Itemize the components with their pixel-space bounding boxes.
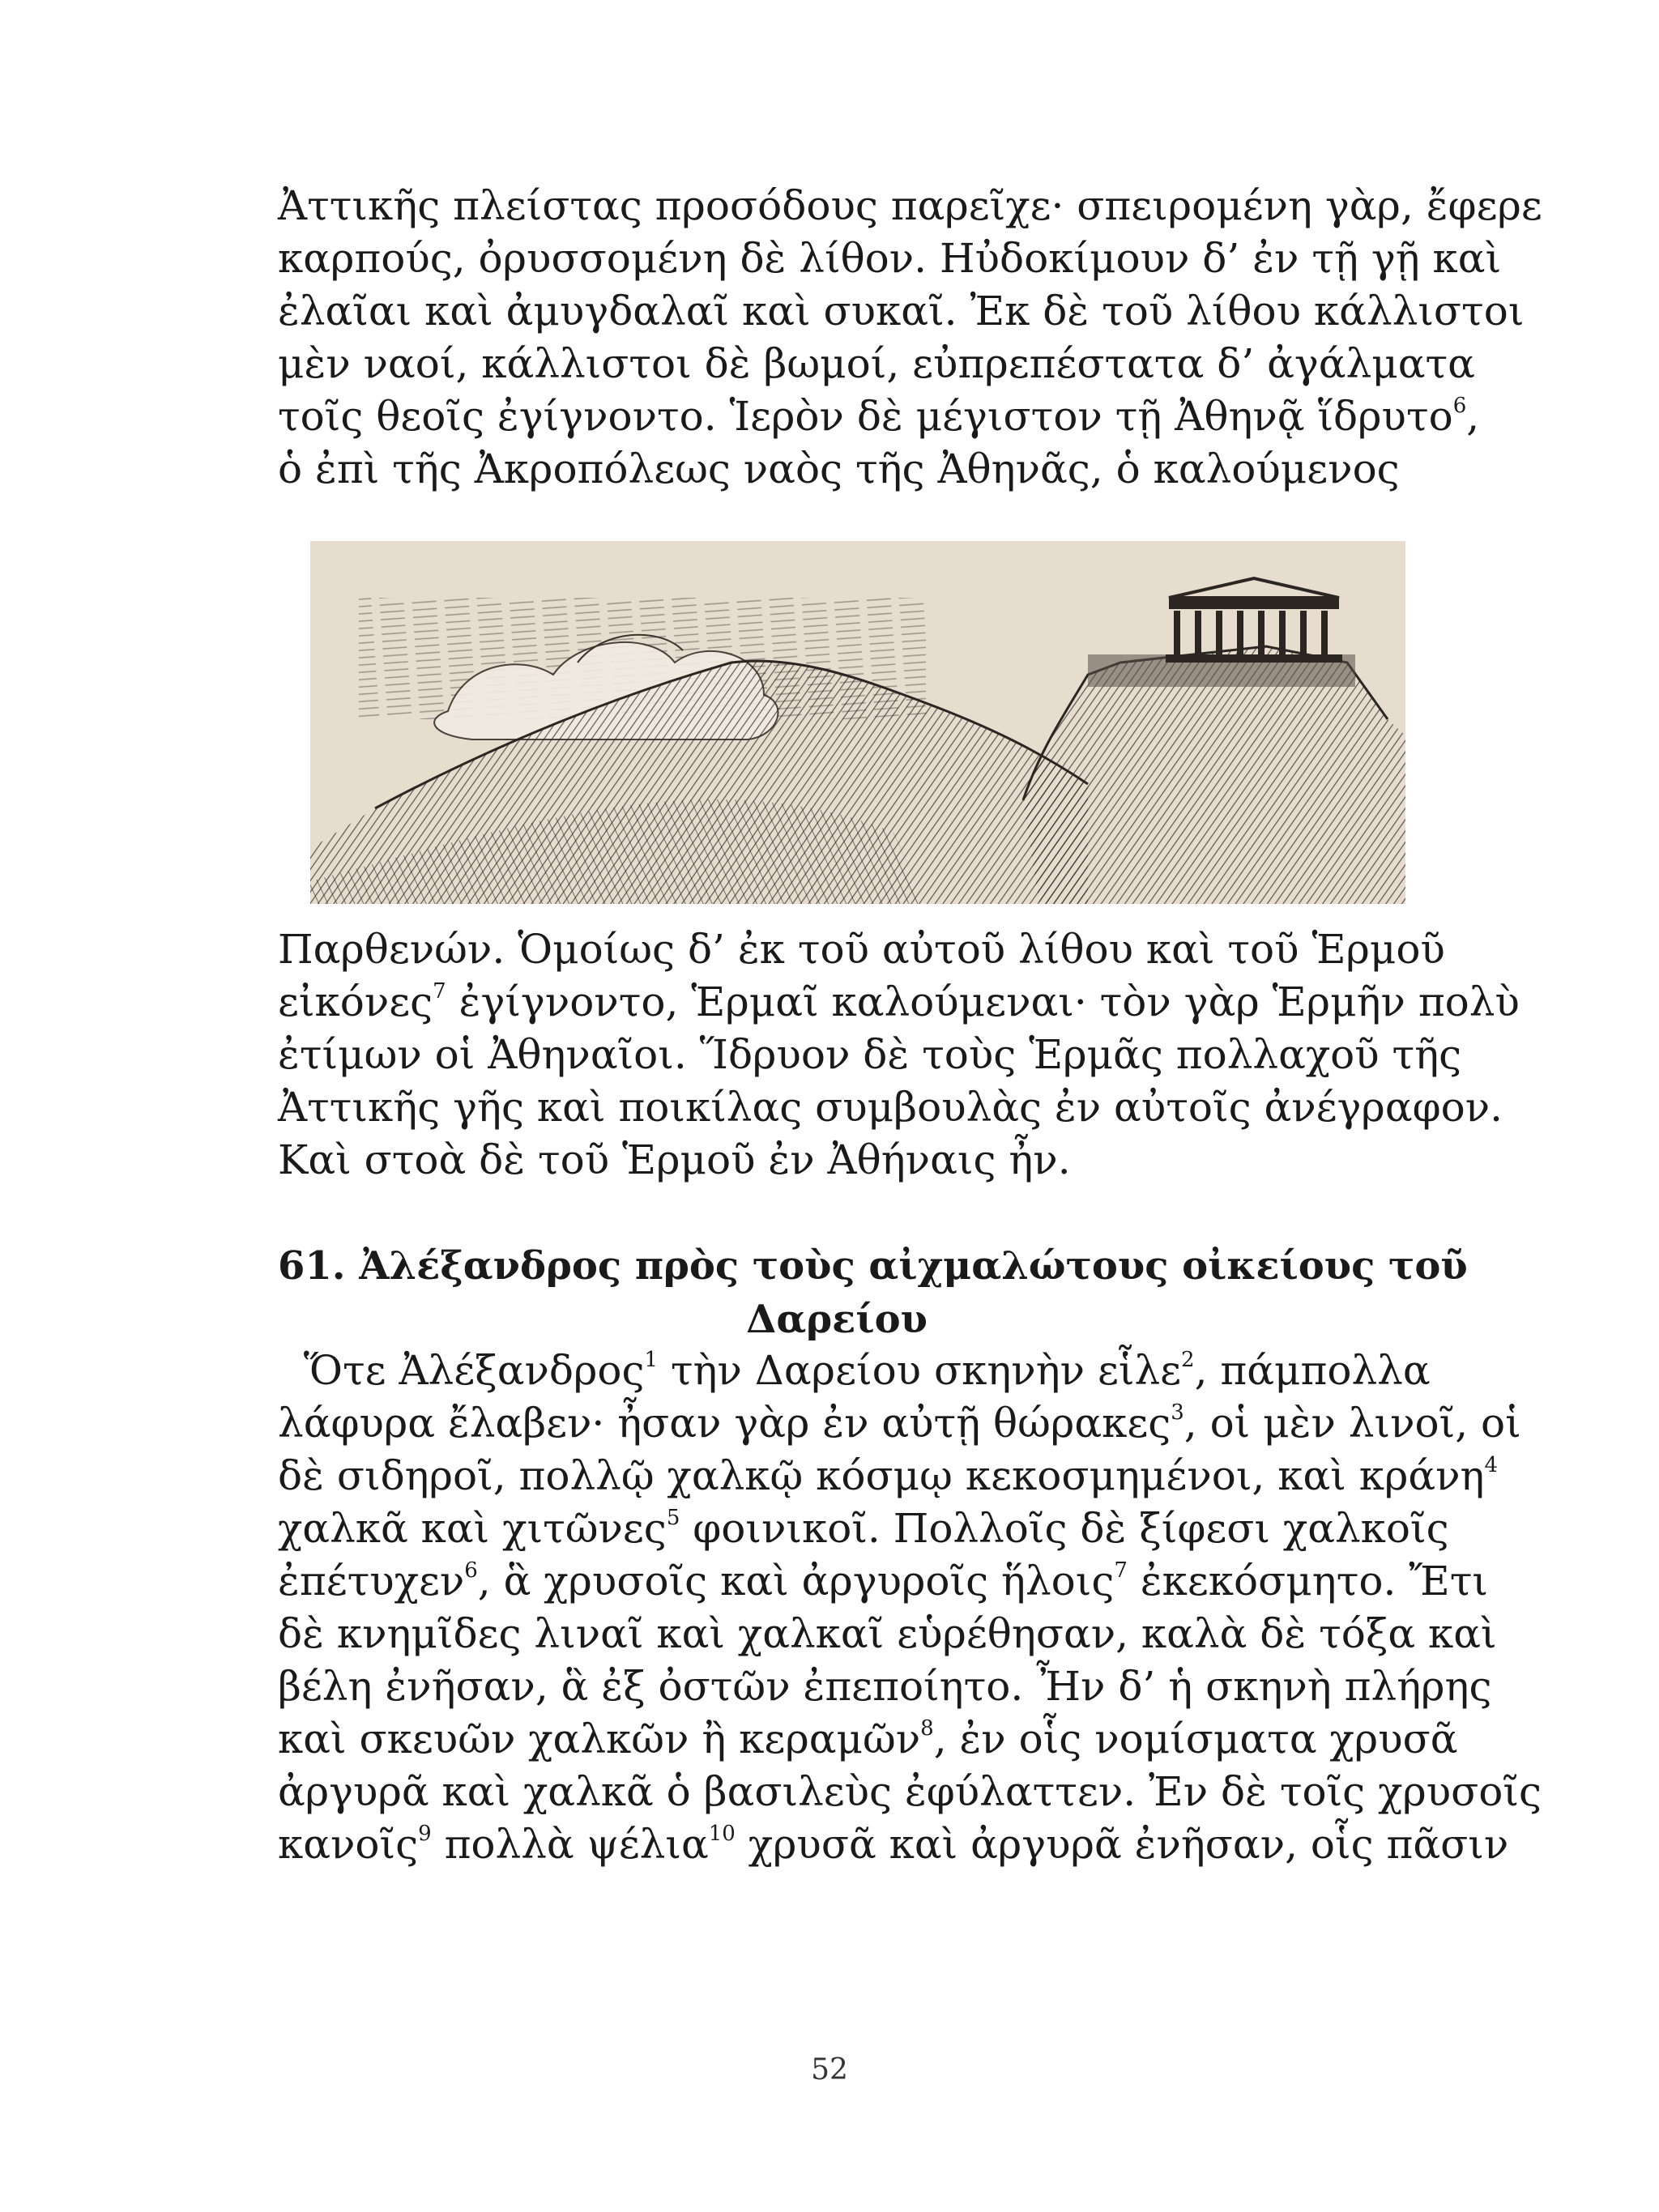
text-line: βέλη ἐνῆσαν, ἃ ἐξ ὀστῶν ἐπεποίητο. Ἦν δ’ ἡ σκηνὴ πλήρης [278,1663,1492,1710]
footnote-marker: 2 [1181,1348,1195,1372]
footnote-marker: 4 [1484,1453,1499,1477]
footnote-marker: 3 [1171,1400,1184,1425]
acropolis-engraving [310,541,1405,904]
text-line: δὲ κνημῖδες λιναῖ καὶ χαλκαῖ εὑρέθησαν, καλὰ δὲ τόξα καὶ [278,1610,1497,1657]
text-line [278,1345,1431,1397]
text-segment: δὲ σιδηροῖ, πολλῷ χαλκῷ κόσμῳ κεκοσμημένοι, καὶ κράνη [278,1452,1485,1499]
section-heading [278,1239,1468,1346]
text-segment: καὶ σκευῶν χαλκῶν ἢ κεραμῶν [278,1715,921,1762]
text-segment: ἐπέτυχεν [278,1558,465,1605]
text-line: καρπούς, ὀρυσσομένη δὲ λίθον. Ηὐδοκίμουν δ’ ἐν τῇ γῇ καὶ [278,235,1502,282]
text-line [278,1555,1488,1608]
heading-line: Δαρείου [746,1297,928,1342]
text-line: Ἀττικῆς πλείστας προσόδους παρεῖχε· σπειρομένη γὰρ, ἔφερε [278,182,1542,229]
text-line: Ἀττικῆς γῆς καὶ ποικίλας συμβουλὰς ἐν αὐτοῖς ἀνέγραφον. [278,1084,1503,1131]
text-line [278,1450,1499,1502]
text-segment: τοῖς θεοῖς ἐγίγνοντο. Ἱερὸν δὲ μέγιστον τῇ Ἀθηνᾷ ἵδρυτο [278,393,1453,440]
text-segment: κανοῖς [278,1821,419,1868]
text-line [278,1713,1458,1766]
text-line: Παρθενών. Ὁμοίως δ’ ἐκ τοῦ αὐτοῦ λίθου καὶ τοῦ Ἑρμοῦ [278,926,1445,973]
paragraph-parthenon-hermes [278,923,1520,1187]
paragraph-attica-marble [278,180,1542,496]
text-segment: χαλκᾶ καὶ χιτῶνες [278,1505,667,1552]
footnote-marker: 10 [708,1822,736,1846]
text-line [278,1818,1509,1871]
footnote-marker: 7 [433,979,446,1004]
text-segment: φοινικοῖ. Πολλοῖς δὲ ξίφεσι χαλκοῖς [680,1505,1449,1552]
text-line [278,1397,1521,1450]
footnote-marker: 8 [920,1716,934,1741]
footnote-marker: 9 [418,1822,432,1846]
text-segment: εἰκόνες [278,978,433,1025]
text-line [278,1502,1449,1555]
text-segment: χρυσᾶ καὶ ἀργυρᾶ ἐνῆσαν, οἷς πᾶσιν [735,1821,1509,1868]
text-segment: , οἱ μὲν λινοῖ, οἱ [1183,1400,1521,1447]
footnote-marker: 6 [1452,394,1467,418]
text-line: Καὶ στοὰ δὲ τοῦ Ἑρμοῦ ἐν Ἀθήναις ἦν. [278,1136,1071,1183]
text-line: ὁ ἐπὶ τῆς Ἀκροπόλεως ναὸς τῆς Ἀθηνᾶς, ὁ καλούμενος [278,445,1400,492]
text-line: ἐτίμων οἱ Ἀθηναῖοι. Ἵδρυον δὲ τοὺς Ἑρμᾶς πολλαχοῦ τῆς [278,1031,1462,1078]
paragraph-alexander-spoils [278,1345,1542,1871]
text-segment: Ὅτε Ἀλέξανδρος [303,1347,645,1394]
text-segment: λάφυρα ἔλαβεν· ἦσαν γὰρ ἐν αὐτῇ θώρακες [278,1400,1171,1447]
text-segment: πολλὰ ψέλια [431,1821,709,1868]
text-segment: τὴν Δαρείου σκηνὴν εἷλε [658,1347,1182,1394]
text-segment: ἐγίγνοντο, Ἑρμαῖ καλούμεναι· τὸν γὰρ Ἑρμῆν πολὺ [446,978,1520,1025]
text-line: ἐλαῖαι καὶ ἀμυγδαλαῖ καὶ συκαῖ. Ἐκ δὲ τοῦ λίθου κάλλιστοι [278,288,1525,335]
heading-line: 61. Ἀλέξανδρος πρὸς τοὺς αἰχμαλώτους οἰκείους τοῦ [278,1243,1468,1289]
text-segment: , πάμπολλα [1194,1347,1431,1394]
text-segment: ἐκεκόσμητο. Ἔτι [1127,1558,1488,1605]
footnote-marker: 5 [666,1506,680,1530]
footnote-marker: 7 [1114,1558,1128,1583]
footnote-marker: 1 [644,1348,658,1372]
text-line [278,976,1520,1029]
text-line: μὲν ναοί, κάλλιστοι δὲ βωμοί, εὐπρεπέστατα δ’ ἀγάλματα [278,340,1475,387]
text-segment: , ἃ χρυσοῖς καὶ ἀργυροῖς ἥλοις [477,1558,1115,1605]
text-line: τοῖς θεοῖς ἐγίγνοντο. Ἱερὸν δὲ μέγιστον τῇ Ἀθηνᾷ ἵδρυτο$^6$, [278,393,1480,440]
footnote-marker: 6 [464,1558,478,1583]
acropolis-illustration [310,541,1405,904]
text-line: ἀργυρᾶ καὶ χαλκᾶ ὁ βασιλεὺς ἐφύλαττεν. Ἐν δὲ τοῖς χρυσοῖς [278,1768,1542,1815]
text-segment: , ἐν οἷς νομίσματα χρυσᾶ [933,1715,1458,1762]
page-number: 52 [811,2053,848,2086]
